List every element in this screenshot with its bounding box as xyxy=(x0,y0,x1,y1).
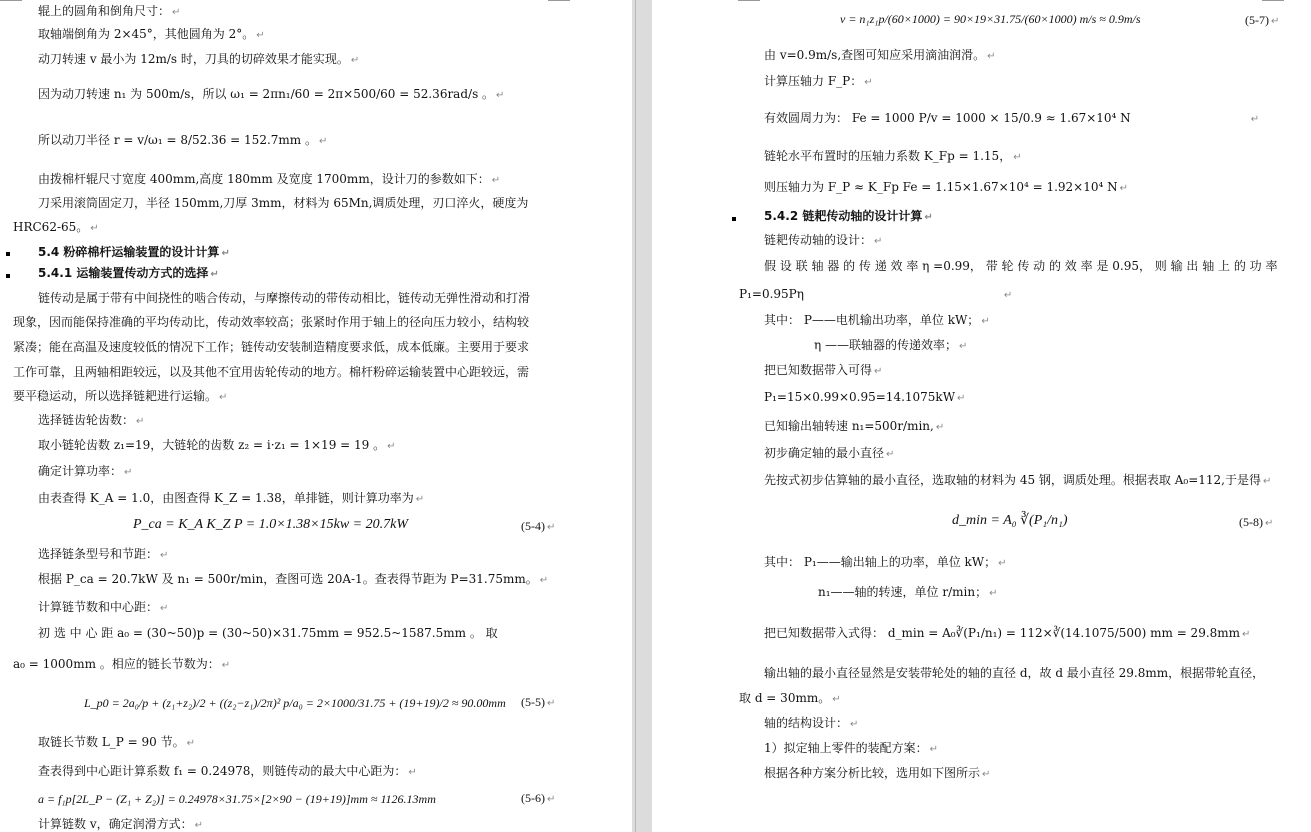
paragraph-line: 由拨棉杆辊尺寸宽度 400mm,高度 180mm 及宽度 1700mm，设计刀的参数如下： ↵ xyxy=(38,172,501,186)
paragraph-line: 假 设 联 轴 器 的 传 递 效 率 η =0.99， 带 轮 传 动 的 效 率 是 0.95， 则 输 出 轴 上 的 功 率 xyxy=(764,259,1278,273)
paragraph-line: 紧凑；能在高温及速度较低的情况下工作；链传动安装制造精度要求低，成本低廉。主要用于要求 xyxy=(13,340,530,354)
paragraph-line: n₁——轴的转速，单位 r/min； ↵ xyxy=(818,585,998,599)
formula-line: 把已知数据带入式得： d_min = A₀∛(P₁/n₁) = 112×∛(14.1075/500) mm = 29.8mm ↵ xyxy=(764,626,1251,640)
paragraph-line: 选择链条型号和节距： ↵ xyxy=(38,547,169,561)
paragraph-line: 计算链数 v，确定润滑方式： ↵ xyxy=(38,817,203,831)
formula-line: 则压轴力为 F_P ≈ K_Fp Fe = 1.15×1.67×10⁴ = 1.92×10⁴ N ↵ xyxy=(764,180,1129,194)
paragraph-line: 根据各种方案分析比较，选用如下图所示 ↵ xyxy=(764,766,991,780)
paragraph-line: η ——联轴器的传递效率； ↵ xyxy=(814,338,968,352)
paragraph-line: 把已知数据带入可得 ↵ xyxy=(764,363,883,377)
paragraph-line: 辊上的圆角和倒角尺寸： ↵ xyxy=(38,4,181,18)
formula-line: 计算压轴力 F_P： ↵ xyxy=(764,74,873,88)
formula-line: 取 d = 30mm。 ↵ xyxy=(739,691,841,705)
paragraph-line: 要平稳运动，所以选择链耙进行运输。 ↵ xyxy=(13,389,228,403)
formula-line: 有效圆周力为： Fe = 1000 P/v = 1000 × 15/0.9 ≈ 1.67×10⁴ N ↵ xyxy=(764,111,1260,125)
paragraph-line: 链耙传动轴的设计： ↵ xyxy=(764,233,883,247)
corner-mark xyxy=(738,0,760,1)
paragraph-line: 轴的结构设计： ↵ xyxy=(764,716,859,730)
formula-line: 因为动刀转速 n₁ 为 500m/s，所以 ω₁ = 2πn₁/60 = 2π×500/60 = 52.36rad/s 。 ↵ xyxy=(38,87,505,101)
equation-number: (5-5) ↵ xyxy=(521,695,556,709)
paragraph-line: 1）拟定轴上零件的装配方案： ↵ xyxy=(764,741,939,755)
paragraph-line: 选择链齿轮齿数： ↵ xyxy=(38,413,145,427)
paragraph-line: 先按式初步估算轴的最小直径，选取轴的材料为 45 钢，调质处理。根据表取 A₀=112,于是得 ↵ xyxy=(764,473,1272,487)
equation-5-6: a = f₁p[2L_P − (Z₁ + Z₂)] = 0.24978×31.75×[2×90 − (19+19)]mm ≈ 1126.13mm xyxy=(38,792,436,806)
equation-number: (5-7) ↵ xyxy=(1245,13,1280,27)
equation-number: (5-4) ↵ xyxy=(521,519,556,533)
paragraph-line: 链传动是属于带有中间挠性的啮合传动，与摩擦传动的带传动相比，链传动无弹性滑动和打滑 xyxy=(38,291,531,305)
corner-mark xyxy=(548,0,570,1)
formula-line: 所以动刀半径 r = v/ω₁ = 8/52.36 = 152.7mm 。 ↵ xyxy=(38,133,328,147)
page-gutter xyxy=(632,0,652,832)
formula-line: P₁=15×0.99×0.95=14.1075kW ↵ xyxy=(764,390,966,404)
paragraph-line: 初步确定轴的最小直径 ↵ xyxy=(764,446,895,460)
right-page xyxy=(652,0,1311,832)
paragraph-line: 工作可靠，且两轴相距较远，以及其他不宜用齿轮传动的地方。棉杆粉碎运输装置中心距较远，需 xyxy=(13,365,530,379)
formula-line: 取小链轮齿数 z₁=19，大链轮的齿数 z₂ = i·z₁ = 1×19 = 19 。 ↵ xyxy=(38,438,396,452)
paragraph-line: 由 v=0.9m/s,查图可知应采用滴油润滑。 ↵ xyxy=(764,48,996,62)
paragraph-line: HRC62-65。 ↵ xyxy=(13,220,99,234)
subsection-heading: 5.4.1 运输装置传动方式的选择 ↵ xyxy=(38,266,219,280)
formula-line: 已知输出轴转速 n₁=500r/min, ↵ xyxy=(764,419,945,433)
section-heading: 5.4 粉碎棉杆运输装置的设计计算 ↵ xyxy=(38,245,230,259)
corner-mark xyxy=(1262,0,1284,1)
formula-line: P₁=0.95Pη ↵ xyxy=(739,287,1013,301)
formula-line: 由表查得 K_A = 1.0，由图查得 K_Z = 1.38，单排链，则计算功率为 ↵ xyxy=(38,491,425,505)
heading-bullet xyxy=(6,274,10,278)
formula-line: a₀ = 1000mm 。相应的链长节数为： ↵ xyxy=(13,657,231,671)
equation-5-5: L_p0 = 2a₀/p + (z₁+z₂)/2 + ((z₂−z₁)/2π)² p/a₀ = 2×1000/31.75 + (19+19)/2 ≈ 90.00mm xyxy=(84,696,506,710)
paragraph-line: 刀采用滚筒固定刀，半径 150mm,刀厚 3mm，材料为 65Mn,调质处理，刃口淬火，硬度为 xyxy=(38,196,529,210)
paragraph-line: 现象，因而能保持准确的平均传动比，传动效率较高；张紧时作用于轴上的径向压力较小，结构较 xyxy=(13,315,530,329)
formula-line: 初 选 中 心 距 a₀ = (30~50)p = (30~50)×31.75mm = 952.5~1587.5mm 。 取 xyxy=(38,626,498,640)
equation-number: (5-8) ↵ xyxy=(1239,515,1274,529)
equation-5-4: P_ca = K_A K_Z P = 1.0×1.38×15kw = 20.7kW xyxy=(133,517,408,532)
formula-line: 根据 P_ca = 20.7kW 及 n₁ = 500r/min，查图可选 20A-1。查表得节距为 P=31.75mm。 ↵ xyxy=(38,572,549,586)
formula-line: 链轮水平布置时的压轴力系数 K_Fp = 1.15， ↵ xyxy=(764,149,1022,163)
heading-bullet xyxy=(6,252,10,256)
equation-5-7: v = n₁z₁p/(60×1000) = 90×19×31.75/(60×1000) m/s ≈ 0.9m/s xyxy=(840,12,1141,26)
paragraph-line: 计算链节数和中心距： ↵ xyxy=(38,600,169,614)
corner-mark xyxy=(0,0,22,1)
equation-5-8: d_min = A₀ ∛(P₁/n₁) xyxy=(952,513,1068,528)
subsection-heading: 5.4.2 链耙传动轴的设计计算 ↵ xyxy=(764,209,933,223)
paragraph-line: 输出轴的最小直径显然是安装带轮处的轴的直径 d，故 d 最小直径 29.8mm，根据带轮直径， xyxy=(764,666,1265,680)
equation-number: (5-6) ↵ xyxy=(521,791,556,805)
paragraph-line: 确定计算功率： ↵ xyxy=(38,464,133,478)
paragraph-line: 其中： P₁——输出轴上的功率，单位 kW； ↵ xyxy=(764,555,1007,569)
paragraph-line: 动刀转速 v 最小为 12m/s 时，刀具的切碎效果才能实现。 ↵ xyxy=(38,52,360,66)
paragraph-line: 其中： P——电机输出功率，单位 kW； ↵ xyxy=(764,313,990,327)
left-page xyxy=(0,0,632,832)
formula-line: 查表得到中心距计算系数 f₁ = 0.24978，则链传动的最大中心距为： ↵ xyxy=(38,764,417,778)
paragraph-line: 取轴端倒角为 2×45°，其他圆角为 2°。 ↵ xyxy=(38,27,265,41)
formula-line: 取链长节数 L_P = 90 节。 ↵ xyxy=(38,735,196,749)
heading-bullet xyxy=(732,217,736,221)
